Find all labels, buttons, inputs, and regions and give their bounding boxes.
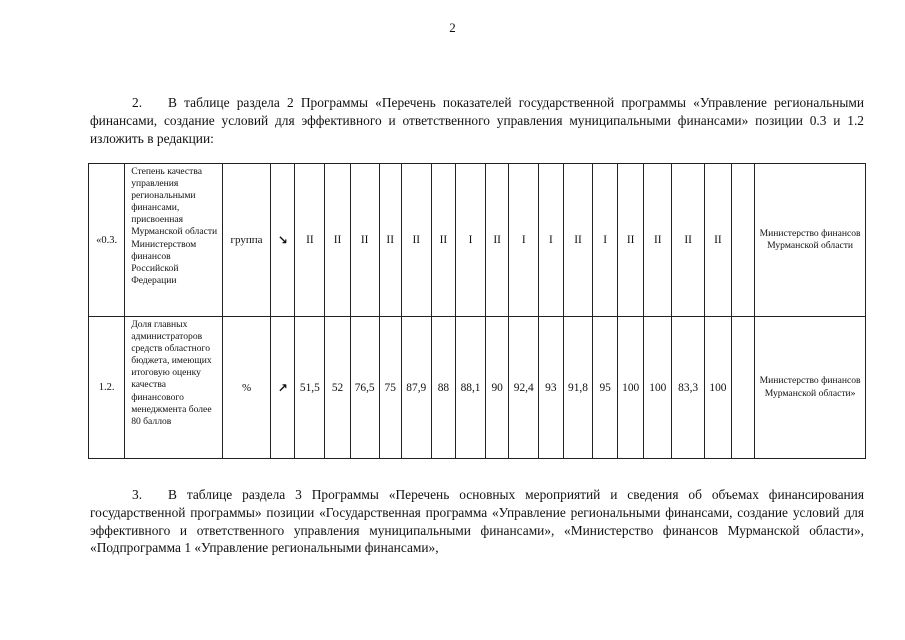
- value-cell: II: [672, 164, 705, 317]
- value-cell: I: [456, 164, 486, 317]
- value-cell: 100: [705, 317, 732, 459]
- value-cell: II: [350, 164, 379, 317]
- value-cell: I: [539, 164, 563, 317]
- paragraph-3-number: 3.: [132, 487, 143, 502]
- value-cell: II: [617, 164, 644, 317]
- paragraph-2-number: 2.: [132, 95, 143, 110]
- value-cell: 88: [431, 317, 455, 459]
- unit-cell: группа: [223, 164, 271, 317]
- responsible-cell: Министерство финансов Мурманской области»: [755, 317, 866, 459]
- value-cell: 52: [325, 317, 351, 459]
- position-cell: 1.2.: [89, 317, 125, 459]
- value-cell: 93: [539, 317, 563, 459]
- extra-cell: [731, 164, 754, 317]
- page-number: 2: [449, 20, 456, 35]
- table-row: [89, 164, 866, 317]
- value-cell: 92,4: [509, 317, 539, 459]
- responsible-cell: Министерство финансов Мурманской области: [755, 164, 866, 317]
- value-cell: 100: [617, 317, 644, 459]
- value-cell: 88,1: [456, 317, 486, 459]
- value-cell: II: [431, 164, 455, 317]
- direction-cell: [271, 164, 295, 317]
- arrow-up-right-icon: ↗: [277, 380, 288, 395]
- arrow-down-right-icon: ↘: [277, 233, 288, 247]
- extra-cell: [731, 317, 754, 459]
- value-cell: II: [401, 164, 431, 317]
- value-cell: II: [644, 164, 672, 317]
- value-cell: II: [705, 164, 732, 317]
- value-cell: 100: [644, 317, 672, 459]
- paragraph-3: [90, 486, 864, 557]
- indicator-name-cell: Степень качества управления региональными финансами, присвоенная Мурманской области Министерством финансов Российской Федерации: [125, 164, 223, 317]
- value-cell: 87,9: [401, 317, 431, 459]
- paragraph-2-text: В таблице раздела 2 Программы «Перечень показателей государственной программы «Управление региональными финансами, создание условий для эффективного и ответственного управления муниципальными финансами» позиции 0.3 и 1.2 изложить в редакции:: [90, 95, 864, 146]
- value-cell: 76,5: [350, 317, 379, 459]
- value-cell: II: [325, 164, 351, 317]
- value-cell: II: [295, 164, 325, 317]
- value-cell: II: [485, 164, 508, 317]
- value-cell: 95: [593, 317, 617, 459]
- position-cell: «0.3.: [89, 164, 125, 317]
- unit-cell: %: [223, 317, 271, 459]
- paragraph-2: [90, 94, 864, 147]
- value-cell: I: [509, 164, 539, 317]
- value-cell: 90: [485, 317, 508, 459]
- value-cell: 51,5: [295, 317, 325, 459]
- paragraph-3-text: В таблице раздела 3 Программы «Перечень основных мероприятий и сведения об объемах финансирования государственной программы» позиции «Государственная программа «Управление региональными финансами, создание условий для эффективного и ответственного управления муниципальными финансами», «Министерство финансов Мурманской области», «Подпрограмма 1 «Управление региональными финансами»,: [90, 487, 864, 556]
- value-cell: 75: [379, 317, 401, 459]
- direction-cell: [271, 317, 295, 459]
- table-row: [89, 317, 866, 459]
- value-cell: 91,8: [563, 317, 593, 459]
- value-cell: 83,3: [672, 317, 705, 459]
- indicators-table: [88, 163, 866, 459]
- value-cell: I: [593, 164, 617, 317]
- value-cell: II: [379, 164, 401, 317]
- indicator-name-cell: Доля главных администраторов средств областного бюджета, имеющих итоговую оценку качества финансового менеджмента более 80 баллов: [125, 317, 223, 459]
- value-cell: II: [563, 164, 593, 317]
